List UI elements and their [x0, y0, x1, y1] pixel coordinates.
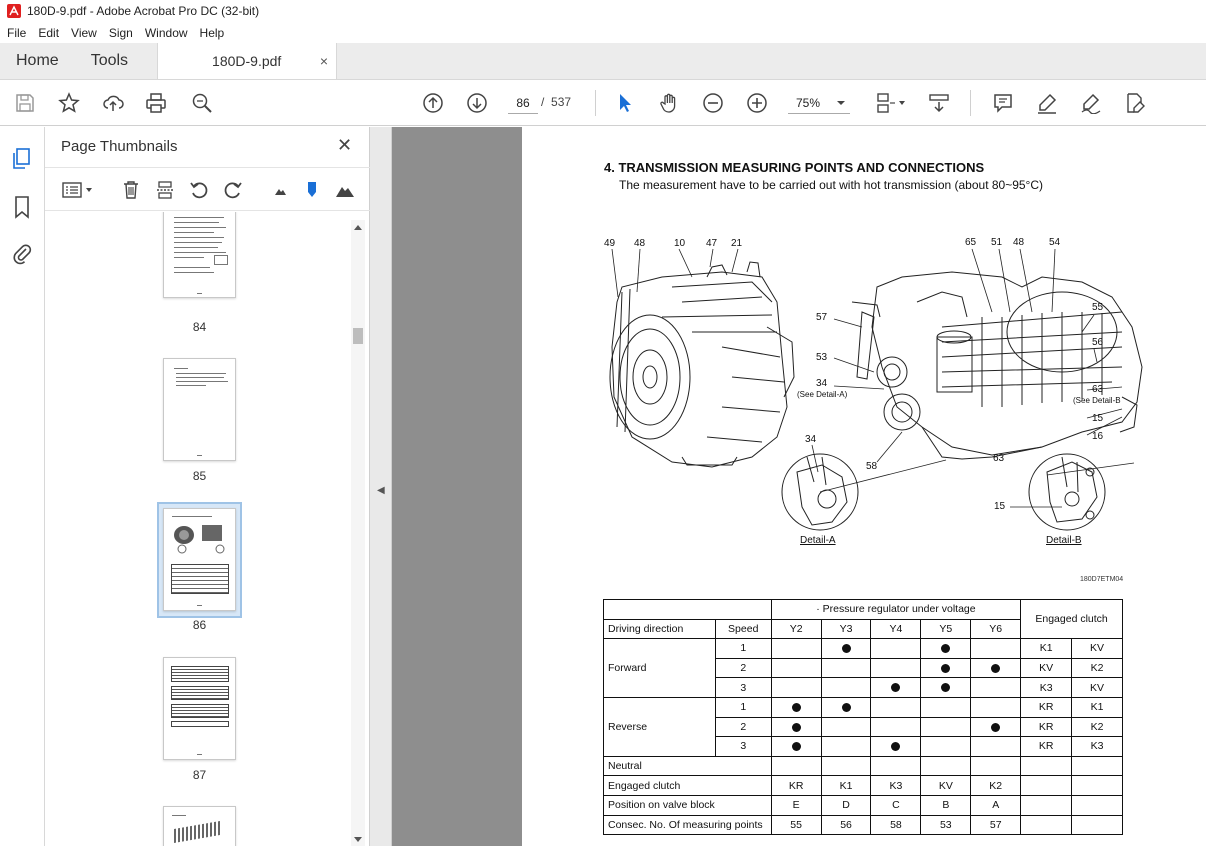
thumbnail-scrollbar[interactable]: [351, 220, 365, 846]
speed-cell: 2: [715, 658, 771, 678]
thumbnail-page-85[interactable]: [163, 358, 236, 461]
speed-cell: 2: [715, 717, 771, 737]
detail-b-label: Detail-B: [1046, 535, 1082, 546]
menu-window[interactable]: Window: [144, 25, 188, 40]
active-dot: [792, 703, 801, 712]
print-icon[interactable]: [143, 90, 169, 116]
regulator-cell: [871, 697, 921, 717]
toolbar-divider: [595, 90, 596, 116]
options-menu-icon[interactable]: [59, 179, 97, 201]
callout-48: 48: [634, 238, 646, 249]
regulator-cell: [971, 658, 1021, 678]
active-dot: [891, 742, 900, 751]
callout-16: 16: [1092, 431, 1104, 442]
regulator-cell: [771, 639, 821, 659]
table-row: [604, 639, 1123, 659]
thumbnails-panel: [45, 127, 370, 846]
page-count: [541, 95, 571, 109]
clutch-cell: K1: [1072, 697, 1123, 717]
callout-21: 21: [731, 238, 743, 249]
callout-53: 53: [816, 352, 828, 363]
speed-rows: [604, 639, 1123, 757]
page-number-input[interactable]: 86: [508, 92, 538, 114]
thumbnail-page-88[interactable]: [163, 806, 236, 846]
thumbnail-list: [45, 212, 350, 846]
engaged-clutch-cell: KV: [921, 776, 971, 796]
insert-page-icon[interactable]: [153, 179, 177, 201]
previous-page-icon[interactable]: [420, 90, 446, 116]
callout-34: 34: [816, 378, 828, 389]
regulator-y6: Y6: [971, 619, 1021, 639]
thumbnail-label-85: 85: [192, 469, 207, 483]
regulator-cell: [921, 717, 971, 737]
clutch-cell: KV: [1072, 639, 1123, 659]
rotate-left-icon[interactable]: [187, 179, 211, 201]
left-rail: [0, 127, 45, 846]
active-dot: [941, 644, 950, 653]
page-thumbnails-icon[interactable]: [11, 147, 33, 171]
page-display-icon[interactable]: [870, 90, 910, 116]
callout-51: 51: [991, 237, 1003, 248]
regulator-cell: [771, 658, 821, 678]
valve-position-cell: A: [971, 795, 1021, 815]
callout-49: 49: [604, 238, 616, 249]
attachments-icon[interactable]: [11, 241, 33, 265]
measuring-point-cell: 58: [871, 815, 921, 835]
active-dot: [941, 683, 950, 692]
clutch-cell: KR: [1021, 717, 1072, 737]
delete-page-icon[interactable]: [119, 179, 143, 201]
regulator-cell: [821, 678, 871, 698]
close-icon[interactable]: ✕: [337, 135, 353, 155]
regulator-cell: [771, 697, 821, 717]
find-zoom-icon[interactable]: [189, 90, 215, 116]
menu-sign[interactable]: Sign: [108, 25, 133, 40]
total-pages: 537: [551, 95, 572, 109]
regulator-cell: [821, 737, 871, 757]
regulator-cell: [871, 717, 921, 737]
active-dot: [891, 683, 900, 692]
scroll-down-icon[interactable]: [354, 837, 362, 843]
tab-home[interactable]: Home: [16, 52, 59, 69]
scroll-up-icon[interactable]: [354, 224, 362, 230]
toolbar-divider: [970, 90, 971, 116]
detail-a-callout-34: 34: [805, 434, 817, 445]
see-detail-a: (See Detail-A): [797, 390, 848, 399]
callout-15: 15: [1092, 413, 1104, 424]
active-dot: [792, 723, 801, 732]
speed-cell: 1: [715, 697, 771, 717]
menu-file[interactable]: File: [7, 25, 27, 40]
clutch-cell: K3: [1072, 737, 1123, 757]
menu-view[interactable]: View: [71, 25, 97, 40]
tab-tools[interactable]: Tools: [90, 52, 129, 69]
valve-position-cell: E: [771, 795, 821, 815]
main-toolbar: [0, 80, 1206, 126]
menu-edit[interactable]: Edit: [38, 25, 60, 40]
clutch-cell: K3: [1021, 678, 1072, 698]
acrobat-icon: [7, 4, 21, 18]
regulator-y5: Y5: [921, 619, 971, 639]
menu-help[interactable]: Help: [199, 25, 225, 40]
regulator-cell: [821, 639, 871, 659]
regulator-cell: [771, 717, 821, 737]
scroll-thumb[interactable]: [353, 328, 363, 344]
thumbnail-tools: [45, 167, 370, 211]
empty-cell: [1021, 795, 1072, 815]
document-viewer[interactable]: [392, 127, 1206, 846]
zoom-select[interactable]: [788, 92, 850, 114]
next-page-icon[interactable]: [464, 90, 490, 116]
speed-cell: 3: [715, 737, 771, 757]
menu-bar: [0, 22, 1206, 43]
zoom-out-icon[interactable]: [700, 90, 726, 116]
speed-cell: 3: [715, 678, 771, 698]
section-subheading: The measurement have to be carried out with hot transmission (about 80~95°C): [619, 178, 1044, 192]
upload-cloud-icon[interactable]: [100, 90, 126, 116]
large-thumbnails-icon[interactable]: [333, 179, 357, 201]
valve-position-cell: C: [871, 795, 921, 815]
regulator-cell: [921, 737, 971, 757]
neutral-label: Neutral: [604, 756, 772, 776]
clutch-cell: KR: [1021, 737, 1072, 757]
regulator-y3: Y3: [821, 619, 871, 639]
callout-47: 47: [706, 238, 718, 249]
window-title: 180D-9.pdf - Adobe Acrobat Pro DC (32-bit): [27, 4, 260, 18]
engaged-row-label: Engaged clutch: [604, 776, 772, 796]
measuring-point-cell: 55: [771, 815, 821, 835]
engaged-clutch-header: Engaged clutch: [1021, 600, 1123, 639]
regulator-cell: [971, 639, 1021, 659]
chevron-left-icon: ◀: [377, 485, 385, 496]
table-row: [604, 697, 1123, 717]
callout-56: 56: [1092, 337, 1104, 348]
engaged-clutch-cell: K3: [871, 776, 921, 796]
highlight-pen-icon[interactable]: [1034, 90, 1060, 116]
active-dot: [842, 644, 851, 653]
speed-header: Speed: [715, 619, 771, 639]
bookmark-star-icon[interactable]: [56, 90, 82, 116]
active-dot: [941, 664, 950, 673]
rotate-right-icon[interactable]: [221, 179, 245, 201]
regulator-cell: [821, 697, 871, 717]
clutch-cell: K1: [1021, 639, 1072, 659]
detail-b-callout-15: 15: [994, 501, 1006, 512]
pressure-regulator-header: · Pressure regulator under voltage: [771, 600, 1020, 620]
callout-10: 10: [674, 238, 686, 249]
regulator-cell: [971, 697, 1021, 717]
reverse-label: Reverse: [604, 697, 716, 756]
page-separator: /: [541, 95, 545, 109]
measuring-point-cell: 53: [921, 815, 971, 835]
regulator-cell: [971, 678, 1021, 698]
bookmarks-icon[interactable]: [11, 195, 33, 219]
regulator-cell: [771, 737, 821, 757]
pdf-page: [522, 127, 1206, 846]
empty-cell: [1072, 776, 1123, 796]
fill-sign-icon[interactable]: [1122, 90, 1148, 116]
regulator-cell: [871, 678, 921, 698]
engaged-clutch-cell: K1: [821, 776, 871, 796]
zoom-value: 75%: [796, 95, 821, 110]
measuring-points-table: [603, 599, 1123, 835]
thumbnail-size-slider[interactable]: [300, 179, 324, 201]
measuring-point-cell: 56: [821, 815, 871, 835]
callout-65: 65: [965, 237, 977, 248]
tab-close-icon[interactable]: ×: [319, 53, 329, 69]
regulator-cell: [921, 639, 971, 659]
chevron-down-icon: [836, 98, 846, 108]
clutch-cell: K2: [1072, 658, 1123, 678]
empty-cell: [1072, 795, 1123, 815]
regulator-cell: [821, 658, 871, 678]
tab-document[interactable]: [157, 43, 337, 79]
active-dot: [991, 664, 1000, 673]
active-dot: [842, 703, 851, 712]
detail-a-label: Detail-A: [800, 535, 836, 546]
clutch-cell: KR: [1021, 697, 1072, 717]
valve-position-cell: D: [821, 795, 871, 815]
clutch-cell: KV: [1021, 658, 1072, 678]
regulator-cell: [921, 678, 971, 698]
thumbnail-label-86: 86: [192, 618, 207, 632]
comment-icon[interactable]: [990, 90, 1016, 116]
empty-cell: [1072, 815, 1123, 835]
thumbnail-page-86[interactable]: [163, 508, 236, 611]
section-heading: 4. TRANSMISSION MEASURING POINTS AND CONNECTIONS: [604, 160, 985, 175]
regulator-cell: [921, 658, 971, 678]
valve-position-cell: B: [921, 795, 971, 815]
regulator-y4: Y4: [871, 619, 921, 639]
panel-title: Page Thumbnails: [61, 138, 178, 155]
regulator-cell: [771, 678, 821, 698]
regulator-cell: [871, 639, 921, 659]
draw-sign-icon[interactable]: [1078, 90, 1104, 116]
thumbnail-label-84: 84: [192, 320, 207, 334]
active-dot: [991, 723, 1000, 732]
callout-63: 63: [1092, 384, 1104, 395]
forward-label: Forward: [604, 639, 716, 698]
thumbnail-page-87[interactable]: [163, 657, 236, 760]
small-thumbnails-icon[interactable]: [268, 179, 292, 201]
regulator-cell: [871, 658, 921, 678]
title-bar: [0, 0, 1206, 22]
regulator-y2: Y2: [771, 619, 821, 639]
regulator-cell: [971, 717, 1021, 737]
regulator-cell: [921, 697, 971, 717]
thumbnail-label-87: 87: [192, 768, 207, 782]
select-cursor-icon[interactable]: [612, 90, 638, 116]
clutch-cell: KV: [1072, 678, 1123, 698]
zoom-in-icon[interactable]: [744, 90, 770, 116]
empty-cell: [1021, 776, 1072, 796]
callout-48-right: 48: [1013, 237, 1025, 248]
see-detail-b: (See Detail-B: [1073, 396, 1121, 405]
tab-document-label: 180D-9.pdf: [212, 53, 282, 69]
thumbnail-page-84[interactable]: [163, 212, 236, 298]
regulator-cell: [871, 737, 921, 757]
position-row-label: Position on valve block: [604, 795, 772, 815]
engaged-clutch-cell: KR: [771, 776, 821, 796]
speed-cell: 1: [715, 639, 771, 659]
engaged-clutch-cell: K2: [971, 776, 1021, 796]
callout-55: 55: [1092, 302, 1104, 313]
hand-tool-icon[interactable]: [656, 90, 682, 116]
callout-57: 57: [816, 312, 828, 323]
callout-54: 54: [1049, 237, 1061, 248]
detail-b-callout-63: 63: [993, 453, 1005, 464]
callout-58: 58: [866, 461, 878, 472]
measuring-point-cell: 57: [971, 815, 1021, 835]
save-icon[interactable]: [12, 90, 38, 116]
tab-bar: [0, 43, 1206, 80]
clutch-cell: K2: [1072, 717, 1123, 737]
figure-code: 180D7ETM04: [1080, 576, 1124, 583]
empty-cell: [1021, 815, 1072, 835]
regulator-cell: [821, 717, 871, 737]
panel-collapse-handle[interactable]: [370, 127, 392, 846]
driving-direction-header: Driving direction: [604, 619, 716, 639]
consec-row-label: Consec. No. Of measuring points: [604, 815, 772, 835]
active-dot: [792, 742, 801, 751]
scroll-mode-icon[interactable]: [926, 90, 952, 116]
regulator-cell: [971, 737, 1021, 757]
